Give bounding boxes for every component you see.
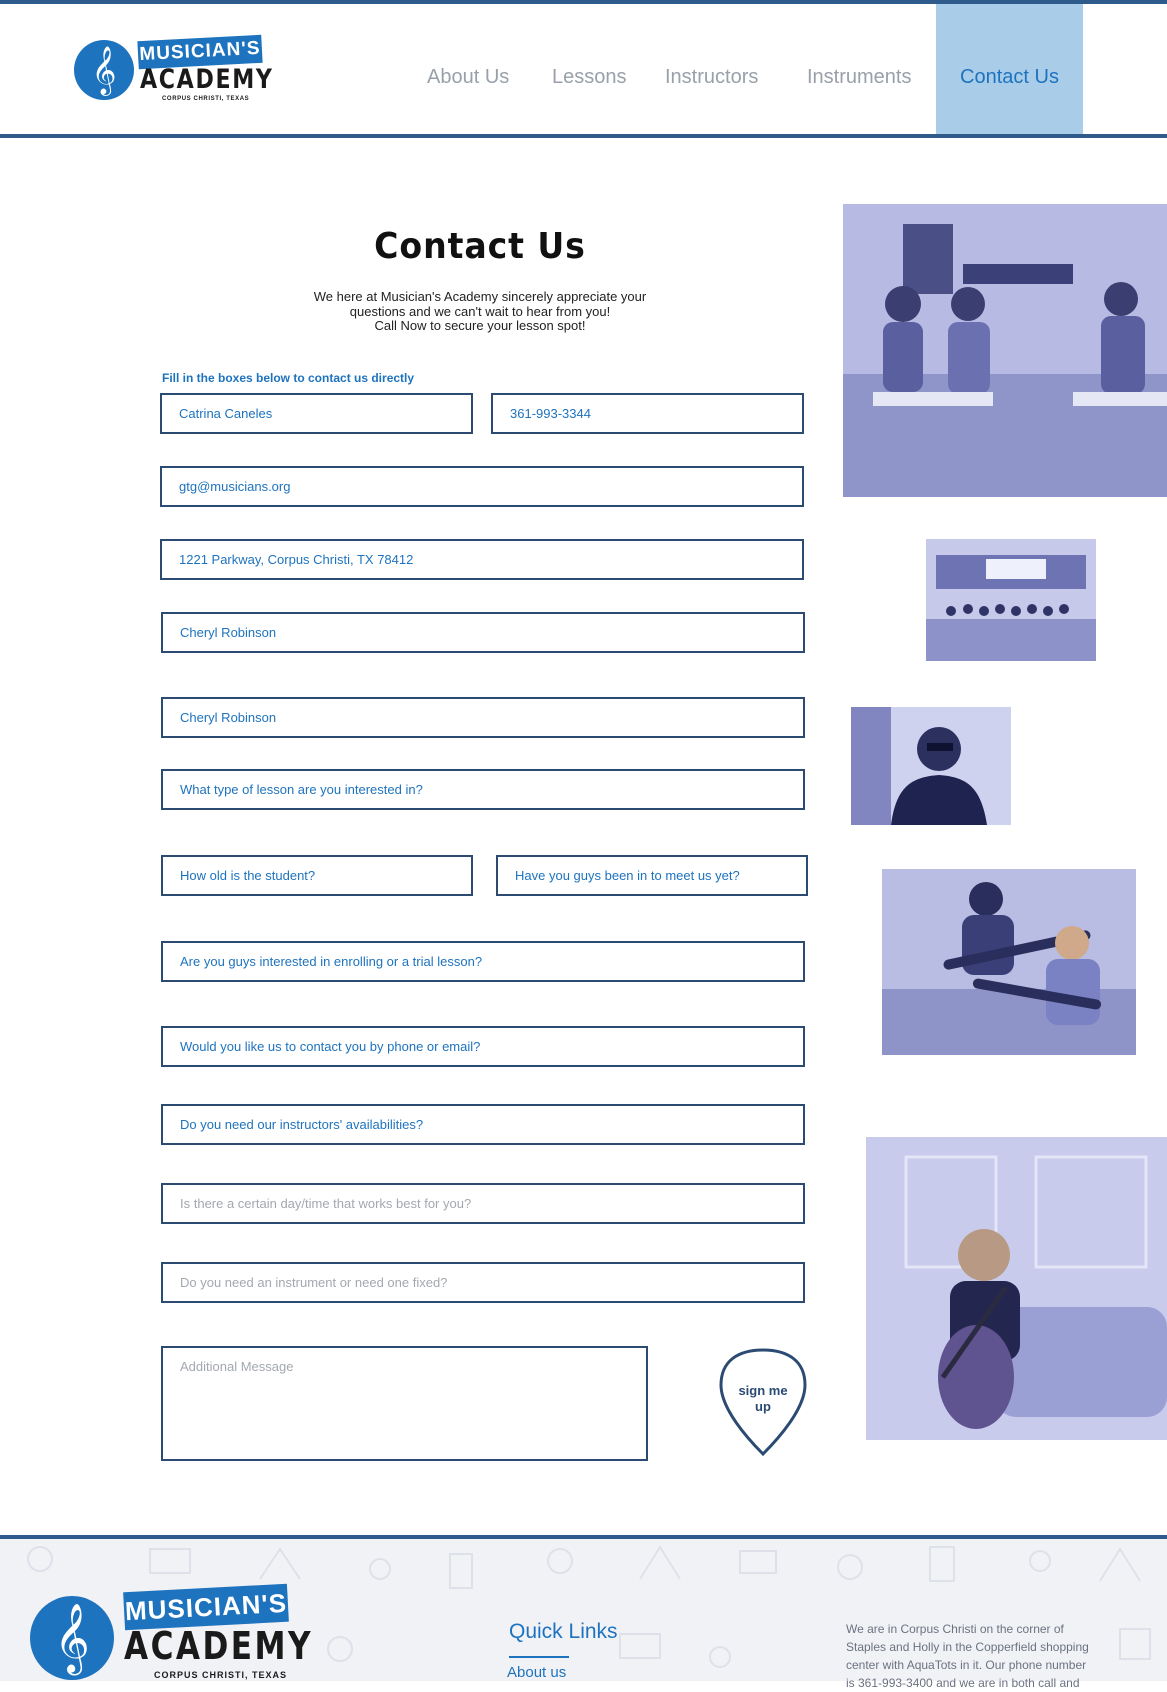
nav-instruments[interactable]: Instruments bbox=[807, 66, 912, 88]
instructor-image bbox=[851, 707, 1011, 825]
footer-about-line: center with AquaTots in it. Our phone number bbox=[846, 1658, 1087, 1672]
footer-logo-wordmark: ACADEMY bbox=[124, 1624, 314, 1668]
intro-text bbox=[270, 290, 690, 334]
student-name-field-2[interactable]: Cheryl Robinson bbox=[161, 697, 805, 738]
availabilities-field[interactable]: Do you need our instructors' availabilities? bbox=[161, 1104, 805, 1145]
footer-logo-location: CORPUS CHRISTI, TEXAS bbox=[154, 1670, 288, 1680]
student-name-field[interactable]: Cheryl Robinson bbox=[161, 612, 805, 653]
treble-clef-icon: 𝄞 bbox=[74, 40, 134, 100]
sign-me-up-line: sign me bbox=[738, 1383, 788, 1398]
student-age-field[interactable]: How old is the student? bbox=[161, 855, 473, 896]
footer-about-text bbox=[846, 1620, 1096, 1692]
cello-student-image bbox=[866, 1137, 1167, 1440]
lesson-type-field[interactable]: What type of lesson are you interested in? bbox=[161, 769, 805, 810]
phone-field[interactable]: 361-993-3344 bbox=[491, 393, 804, 434]
nav-about-us[interactable]: About Us bbox=[427, 66, 510, 88]
sign-me-up-label bbox=[718, 1383, 808, 1415]
nav-instructors[interactable]: Instructors bbox=[665, 66, 759, 88]
photo-cello-student bbox=[866, 1137, 1167, 1440]
quick-link-about-us[interactable]: About us bbox=[507, 1664, 567, 1681]
met-us-field[interactable]: Have you guys been in to meet us yet? bbox=[496, 855, 808, 896]
nav-lessons[interactable]: Lessons bbox=[552, 66, 627, 88]
intro-line: questions and we can't wait to hear from you! bbox=[349, 303, 611, 319]
grand-opening-image bbox=[926, 539, 1096, 661]
sign-me-up-button[interactable] bbox=[718, 1347, 808, 1457]
photo-band-rehearsal bbox=[843, 204, 1167, 497]
photo-grand-opening bbox=[926, 539, 1096, 661]
footer-about-line: is 361-993-3400 and we are in both call and bbox=[846, 1676, 1080, 1690]
footer-logo[interactable] bbox=[30, 1587, 314, 1688]
footer-about-line: We are in Corpus Christi on the corner of bbox=[846, 1622, 1064, 1636]
quick-links-underline bbox=[509, 1656, 569, 1658]
photo-guitar-lesson bbox=[882, 869, 1136, 1055]
nav-contact-us-label: Contact Us bbox=[960, 66, 1059, 88]
enroll-or-trial-field[interactable]: Are you guys interested in enrolling or a trial lesson? bbox=[161, 941, 805, 982]
name-field[interactable]: Catrina Caneles bbox=[160, 393, 473, 434]
logo-banner-text: MUSICIAN'S bbox=[137, 35, 262, 69]
nav-contact-us[interactable] bbox=[936, 4, 1083, 134]
contact-method-field[interactable]: Would you like us to contact you by phone or email? bbox=[161, 1026, 805, 1067]
form-instructions: Fill in the boxes below to contact us directly bbox=[162, 371, 415, 385]
page-title: Contact Us bbox=[374, 226, 586, 267]
quick-links-title: Quick Links bbox=[509, 1620, 618, 1643]
instrument-field[interactable]: Do you need an instrument or need one fixed? bbox=[161, 1262, 805, 1303]
sign-me-up-line: up bbox=[755, 1399, 771, 1414]
intro-line: Call Now to secure your lesson spot! bbox=[374, 318, 586, 333]
day-time-field[interactable]: Is there a certain day/time that works best for you? bbox=[161, 1183, 805, 1224]
logo-wordmark: ACADEMY bbox=[140, 64, 274, 95]
band-rehearsal-image bbox=[843, 204, 1167, 497]
footer-logo-banner-text: MUSICIAN'S bbox=[123, 1584, 289, 1631]
photo-instructor bbox=[851, 707, 1011, 825]
guitar-lesson-image bbox=[882, 869, 1136, 1055]
footer-about-line: Staples and Holly in the Copperfield shopping bbox=[846, 1640, 1089, 1654]
message-textarea[interactable]: Additional Message bbox=[161, 1346, 648, 1461]
intro-line: We here at Musician's Academy sincerely appreciate your bbox=[313, 289, 647, 304]
email-field[interactable]: gtg@musicians.org bbox=[160, 466, 804, 507]
address-field[interactable]: 1221 Parkway, Corpus Christi, TX 78412 bbox=[160, 539, 804, 580]
logo-location: CORPUS CHRISTI, TEXAS bbox=[162, 96, 250, 102]
treble-clef-icon: 𝄞 bbox=[30, 1596, 114, 1680]
site-logo[interactable] bbox=[74, 37, 274, 108]
